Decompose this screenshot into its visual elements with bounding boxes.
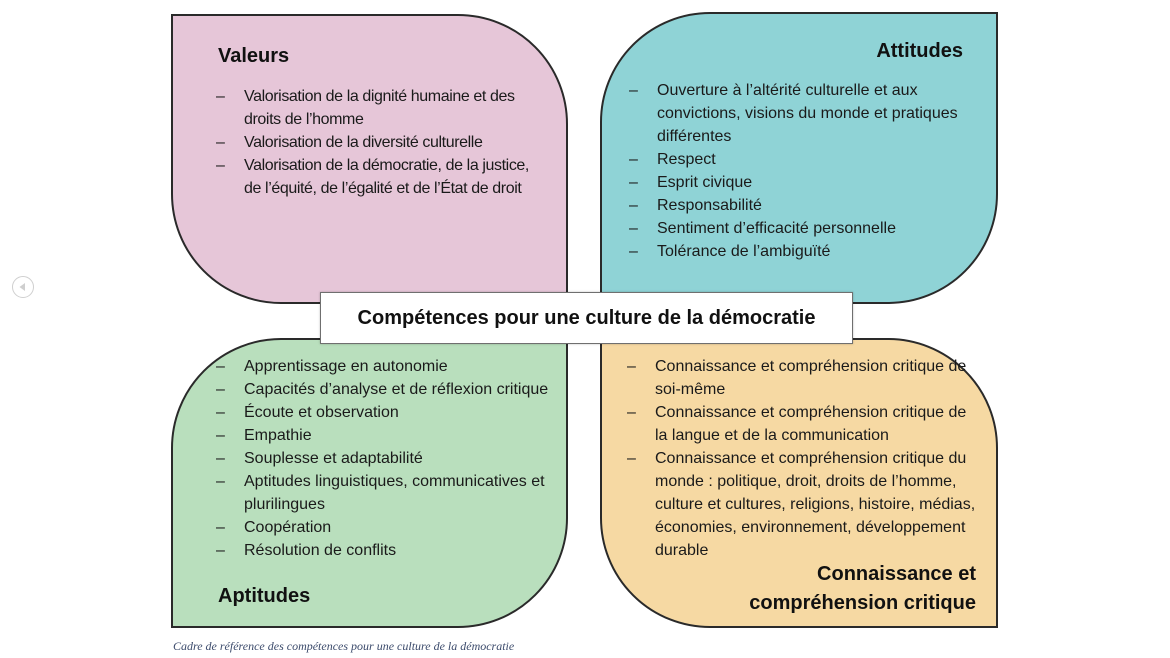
connaissance-item-text: Connaissance et compréhension critique de soi-même [655, 358, 967, 398]
aptitudes-item [216, 539, 566, 562]
bullet-dash: – [629, 82, 638, 99]
aptitudes-item [216, 401, 566, 424]
bullet-dash: – [627, 404, 636, 421]
bullet-dash: – [629, 220, 638, 237]
valeurs-heading: Valeurs [218, 45, 290, 67]
aptitudes-item [216, 447, 566, 470]
connaissance-item-text: Connaissance et compréhension critique du monde : politique, droit, droits de l’homme, culture et cultures, religions, histoire, médias, économies, environnement, développement durable [655, 450, 976, 559]
aptitudes-item [216, 378, 566, 401]
aptitudes-item-text: Coopération [244, 519, 332, 536]
valeurs-item [216, 85, 536, 131]
aptitudes-item [216, 470, 566, 516]
connaissance-heading-line1: Connaissance et [817, 563, 976, 585]
attitudes-item [629, 171, 994, 194]
aptitudes-item-text: Souplesse et adaptabilité [244, 450, 423, 467]
bullet-dash: – [216, 427, 225, 444]
aptitudes-item-text: Résolution de conflits [244, 542, 397, 559]
bullet-dash: – [216, 88, 225, 105]
aptitudes-item [216, 355, 566, 378]
figure-caption: Cadre de référence des compétences pour une culture de la démocratie [173, 639, 515, 653]
aptitudes-item-text: Aptitudes linguistiques, communicatives et plurilingues [244, 473, 545, 513]
attitudes-item [629, 194, 994, 217]
attitudes-list [629, 79, 994, 263]
aptitudes-item [216, 516, 566, 539]
connaissance-item [627, 401, 977, 447]
aptitudes-heading: Aptitudes [218, 585, 311, 607]
connaissance-item-text: Connaissance et compréhension critique de la langue et de la communication [655, 404, 967, 444]
aptitudes-item-text: Apprentissage en autonomie [244, 358, 448, 375]
bullet-dash: – [216, 358, 225, 375]
valeurs-item-text: Valorisation de la diversité culturelle [244, 134, 483, 151]
connaissance-list [627, 355, 977, 562]
bullet-dash: – [216, 473, 225, 490]
valeurs-item-text: Valorisation de la démocratie, de la justice, de l’équité, de l’égalité et de l’État de droit [244, 157, 529, 197]
aptitudes-item-text: Capacités d’analyse et de réflexion critique [244, 381, 549, 398]
valeurs-item [216, 154, 536, 200]
bullet-dash: – [627, 358, 636, 375]
attitudes-item-text: Tolérance de l’ambiguïté [657, 243, 831, 260]
attitudes-item [629, 217, 994, 240]
attitudes-heading: Attitudes [876, 40, 963, 62]
attitudes-item [629, 148, 994, 171]
connaissance-heading [749, 560, 976, 618]
bullet-dash: – [216, 157, 225, 174]
attitudes-item-text: Respect [657, 151, 716, 168]
bullet-dash: – [216, 381, 225, 398]
bullet-dash: – [216, 542, 225, 559]
bullet-dash: – [629, 243, 638, 260]
attitudes-item-text: Esprit civique [657, 174, 753, 191]
aptitudes-item-text: Empathie [244, 427, 312, 444]
connaissance-item [627, 447, 977, 562]
attitudes-item [629, 79, 994, 148]
previous-slide-button[interactable] [12, 276, 34, 298]
attitudes-item-text: Responsabilité [657, 197, 762, 214]
attitudes-item [629, 240, 994, 263]
center-title-banner [320, 292, 853, 344]
attitudes-item-text: Ouverture à l’altérité culturelle et aux convictions, visions du monde et pratiques différentes [657, 82, 958, 145]
aptitudes-item-text: Écoute et observation [244, 404, 399, 421]
center-title: Compétences pour une culture de la démocratie [357, 306, 816, 329]
play-left-icon [18, 282, 28, 292]
bullet-dash: – [629, 151, 638, 168]
aptitudes-list [216, 355, 566, 562]
bullet-dash: – [216, 404, 225, 421]
attitudes-item-text: Sentiment d’efficacité personnelle [657, 220, 896, 237]
valeurs-item-text: Valorisation de la dignité humaine et des droits de l’homme [244, 88, 515, 128]
bullet-dash: – [216, 450, 225, 467]
aptitudes-item [216, 424, 566, 447]
bullet-dash: – [629, 197, 638, 214]
bullet-dash: – [629, 174, 638, 191]
valeurs-item [216, 131, 536, 154]
bullet-dash: – [216, 134, 225, 151]
connaissance-item [627, 355, 977, 401]
valeurs-list [216, 85, 536, 200]
bullet-dash: – [627, 450, 636, 467]
bullet-dash: – [216, 519, 225, 536]
connaissance-heading-line2: compréhension critique [749, 592, 976, 614]
